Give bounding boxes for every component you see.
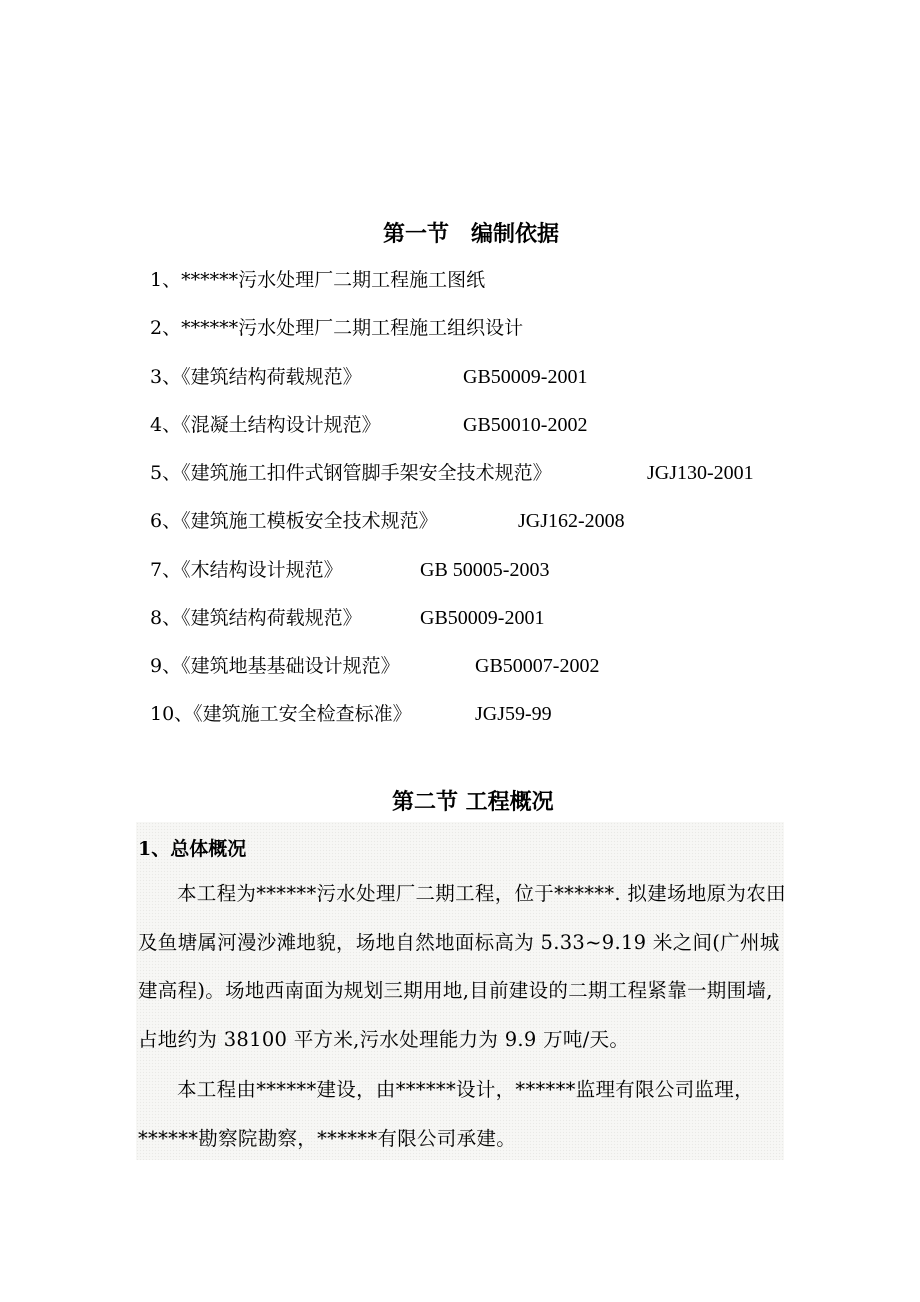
standard-code: JGJ130-2001 bbox=[647, 462, 754, 484]
standard-code: GB50009-2001 bbox=[463, 366, 588, 388]
reference-title: 8、《建筑结构荷载规范》 bbox=[150, 607, 362, 629]
reference-item bbox=[150, 266, 485, 294]
paragraph-text: 本工程为******污水处理厂二期工程，位于******. 拟建场地原为农田及鱼塘属河漫沙滩地貌，场地自然地面标高为 5.33~9.19 米之间(广州城建高程)。场地西南面为规划三期用地,目前建设的二期工程紧靠一期围墙,占地约为 38100 平方米,污水处理能力为 9.9 万吨/天。 bbox=[138, 882, 786, 1051]
overview-subtitle: 1、总体概况 bbox=[138, 838, 247, 860]
reference-title: 3、《建筑结构荷载规范》 bbox=[150, 366, 362, 388]
reference-title: 6、《建筑施工模板安全技术规范》 bbox=[150, 510, 438, 532]
standard-code: GB50007-2002 bbox=[475, 655, 600, 677]
reference-title: 4、《混凝土结构设计规范》 bbox=[150, 414, 381, 436]
section-1-title: 第一节 编制依据 bbox=[383, 221, 560, 247]
reference-item bbox=[150, 459, 754, 487]
standard-code: GB 50005-2003 bbox=[420, 559, 550, 581]
standard-code: JGJ162-2008 bbox=[518, 510, 625, 532]
reference-item bbox=[150, 314, 523, 342]
overview-paragraph bbox=[138, 1066, 788, 1163]
standard-code: GB50010-2002 bbox=[463, 414, 588, 436]
standard-code: JGJ59-99 bbox=[475, 703, 552, 725]
reference-item bbox=[150, 411, 588, 439]
reference-item bbox=[150, 700, 552, 728]
standard-code: GB50009-2001 bbox=[420, 607, 545, 629]
reference-title: 5、《建筑施工扣件式钢管脚手架安全技术规范》 bbox=[150, 462, 552, 484]
reference-item bbox=[150, 652, 600, 680]
reference-title: 7、《木结构设计规范》 bbox=[150, 559, 343, 581]
reference-item bbox=[150, 556, 550, 584]
reference-title: 2、******污水处理厂二期工程施工组织设计 bbox=[150, 317, 524, 339]
overview-paragraph bbox=[138, 870, 788, 1064]
reference-title: 10、《建筑施工安全检查标准》 bbox=[150, 703, 412, 725]
paragraph-text: 本工程由******建设，由******设计，******监理有限公司监理，******勘察院勘察，******有限公司承建。 bbox=[138, 1078, 754, 1150]
reference-item bbox=[150, 363, 588, 391]
reference-item bbox=[150, 507, 625, 535]
reference-title: 9、《建筑地基基础设计规范》 bbox=[150, 655, 400, 677]
section-2-title: 第二节 工程概况 bbox=[392, 789, 554, 815]
reference-item bbox=[150, 604, 545, 632]
reference-title: 1、******污水处理厂二期工程施工图纸 bbox=[150, 269, 486, 291]
